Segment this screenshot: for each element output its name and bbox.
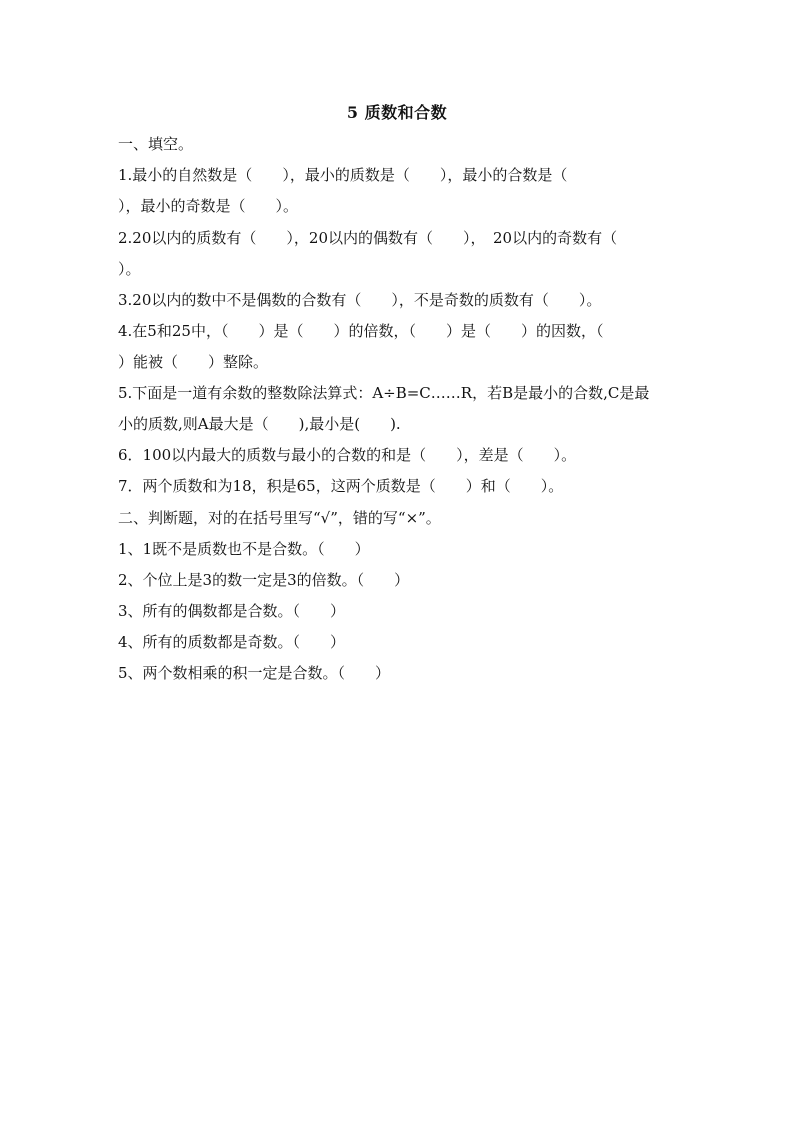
- section-heading-fill-blank: 一、填空。: [118, 135, 194, 153]
- question-line: 7．两个质数和为18，积是65，这两个质数是（ ）和（ ）。: [118, 477, 564, 495]
- judgment-item: 2、个位上是3的数一定是3的倍数。（ ）: [118, 571, 410, 589]
- page-title: 5 质数和合数: [346, 103, 448, 122]
- question-line: 3.20以内的数中不是偶数的合数有（ ），不是奇数的质数有（ ）。: [118, 291, 602, 309]
- section-heading-true-false: 二、判断题，对的在括号里写“√”，错的写“×”。: [118, 509, 441, 527]
- question-line: ），最小的奇数是（ ）。: [118, 197, 299, 215]
- question-line: 5.下面是一道有余数的整数除法算式：A÷B=C……R，若B是最小的合数,C是最: [118, 384, 650, 402]
- question-line: ）。: [118, 260, 141, 278]
- judgment-item: 1、1既不是质数也不是合数。（ ）: [118, 540, 370, 558]
- question-line: 1.最小的自然数是（ ），最小的质数是（ ），最小的合数是（: [118, 166, 568, 184]
- question-line: ）能被（ ）整除。: [118, 353, 269, 371]
- judgment-item: 5、两个数相乘的积一定是合数。（ ）: [118, 664, 391, 682]
- question-line: 4.在5和25中，（ ）是（ ）的倍数，（ ）是（ ）的因数，（: [118, 322, 604, 340]
- judgment-item: 3、所有的偶数都是合数。（ ）: [118, 602, 346, 620]
- question-line: 6．100以内最大的质数与最小的合数的和是（ ），差是（ ）。: [118, 446, 577, 464]
- question-line: 2.20以内的质数有（ ），20以内的偶数有（ ）， 20以内的奇数有（: [118, 229, 618, 247]
- question-line: 小的质数,则A最大是（ ),最小是( ).: [118, 415, 401, 433]
- judgment-item: 4、所有的质数都是奇数。（ ）: [118, 633, 346, 651]
